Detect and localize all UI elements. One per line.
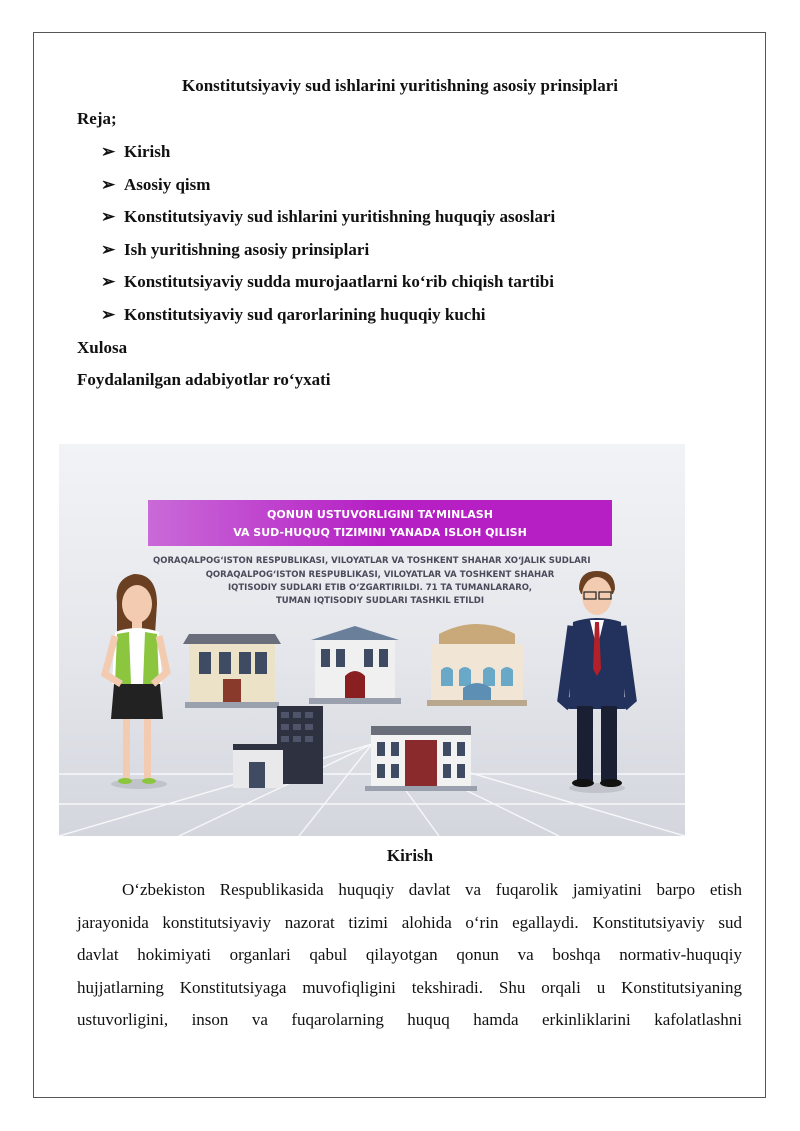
plan-item-label: Kirish (124, 142, 171, 161)
plan-item-prinsiplar (101, 240, 369, 260)
paragraph-line: O‘zbekiston Respublikasida huquqiy davlat va fuqarolik jamiyatini barpo etish (122, 880, 742, 899)
plan-item-asosiy-qism (101, 175, 210, 195)
arrow-bullet-icon: ➢ (101, 240, 116, 259)
paragraph-line: davlat hokimiyati organlari qabul qilayotgan qonun va boshqa normativ-huquqiy (77, 945, 742, 964)
courthouse-center (309, 626, 401, 704)
banner-line-2: VA SUD-HUQUQ TIZIMINI YANADA ISLOH QILISH (233, 526, 527, 539)
plan-item-qarorlar (101, 305, 486, 325)
plan-item-label: Ish yuritishning asosiy prinsiplari (124, 240, 370, 259)
banner-line-1: QONUN USTUVORLIGINI TA’MINLASH (267, 508, 493, 521)
caption-line-2: QORAQALPOG‘ISTON RESPUBLIKASI, VILOYATLAR VA TOSHKENT SHAHAR (205, 570, 555, 580)
document-title: Konstitutsiyaviy sud ishlarini yuritishning asosiy prinsiplari (182, 76, 618, 95)
plan-item-label: Konstitutsiyaviy sudda murojaatlarni ko‘rib chiqish tartibi (124, 272, 554, 291)
courthouse-right (427, 624, 527, 706)
caption-line-3: IQTISODIY SUDLARI ETIB O‘ZGARTIRILDI. 71 TA TUMANLARARO, (227, 583, 533, 593)
arrow-bullet-icon: ➢ (101, 305, 116, 324)
arrow-bullet-icon: ➢ (101, 272, 116, 291)
conclusion-heading: Xulosa (77, 338, 128, 357)
plan-item-label: Asosiy qism (124, 175, 211, 194)
plan-item-label: Konstitutsiyaviy sud qarorlarining huquqiy kuchi (124, 305, 486, 324)
references-heading: Foydalanilgan adabiyotlar ro‘yxati (77, 370, 331, 389)
paragraph-line: jarayonida konstitutsiyaviy nazorat tizimi alohida o‘rin egallaydi. Konstitutsiyaviy sud (77, 912, 742, 932)
intro-paragraph (77, 874, 742, 1037)
section-heading-kirish: Kirish (386, 846, 434, 865)
paragraph-line: hujjatlarning Konstitutsiyaga muvofiqligini tekshiradi. Shu orqali u Konstitutsiyaning (77, 977, 742, 997)
plan-item-label: Konstitutsiyaviy sud ishlarini yuritishning huquqiy asoslari (124, 207, 556, 226)
caption-line-1: QORAQALPOG‘ISTON RESPUBLIKASI, VILOYATLAR VA TOSHKENT SHAHAR XO‘JALIK SUDLARI (153, 556, 591, 566)
plan-heading: Reja; (77, 109, 117, 128)
arrow-bullet-icon: ➢ (101, 142, 116, 161)
plan-item-kirish (101, 142, 170, 162)
court-system-illustration (59, 444, 685, 836)
plan-item-murojaatlar (101, 272, 554, 292)
plan-item-huquqiy-asoslar (101, 207, 555, 227)
caption-line-4: TUMAN IQTISODIY SUDLARI TASHKIL ETILDI (275, 596, 485, 606)
arrow-bullet-icon: ➢ (101, 175, 116, 194)
arrow-bullet-icon: ➢ (101, 207, 116, 226)
courthouse-left (183, 634, 281, 708)
courthouse-bottom (365, 726, 477, 791)
paragraph-line: ustuvorligini, inson va fuqarolarning huquq hamda erkinliklarini kafolatlashni (77, 1010, 742, 1029)
